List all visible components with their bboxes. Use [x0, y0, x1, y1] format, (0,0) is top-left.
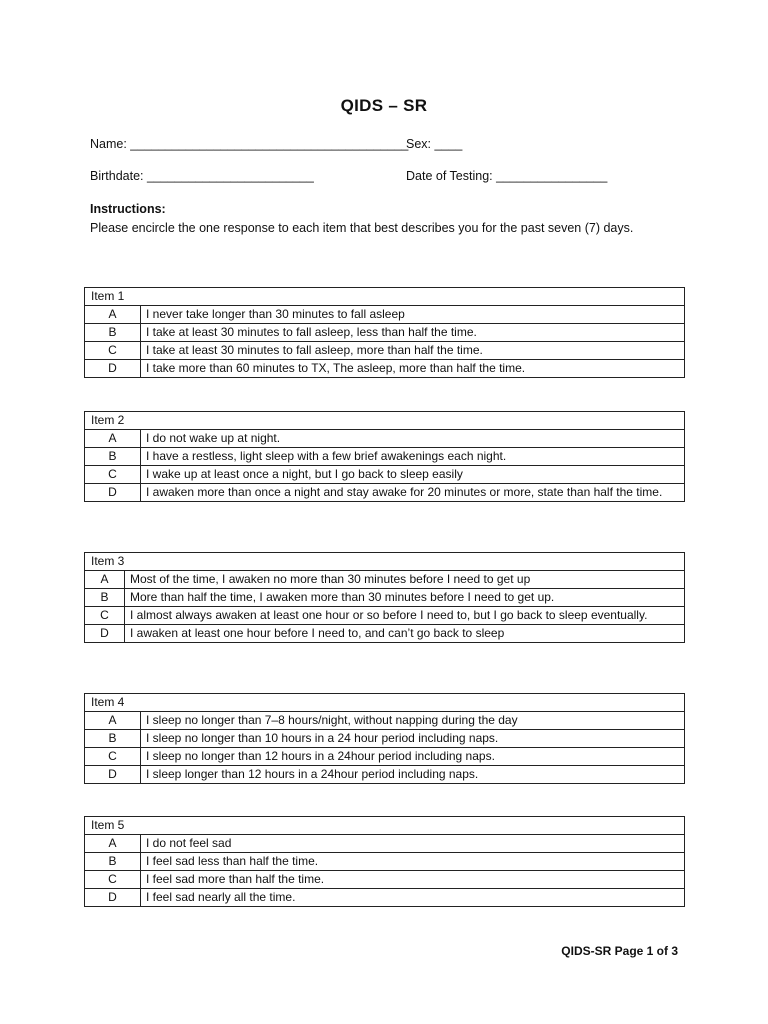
response-text[interactable]: I sleep no longer than 7–8 hours/night, without napping during the day — [141, 712, 685, 730]
response-letter[interactable]: B — [85, 324, 141, 342]
response-text[interactable]: I take more than 60 minutes to TX, The asleep, more than half the time. — [141, 360, 685, 378]
response-letter[interactable]: A — [85, 430, 141, 448]
response-text[interactable]: I take at least 30 minutes to fall asleep, more than half the time. — [141, 342, 685, 360]
response-text[interactable]: I sleep longer than 12 hours in a 24hour period including naps. — [141, 766, 685, 784]
instructions-text: Please encircle the one response to each item that best describes you for the past seven (7) days. — [90, 221, 634, 235]
response-text[interactable]: I do not wake up at night. — [141, 430, 685, 448]
response-row[interactable] — [85, 712, 685, 730]
response-letter[interactable]: A — [85, 835, 141, 853]
page-footer: QIDS-SR Page 1 of 3 — [561, 944, 678, 958]
response-letter[interactable]: D — [85, 766, 141, 784]
item-5-table — [84, 816, 685, 907]
response-text[interactable]: I feel sad nearly all the time. — [141, 889, 685, 907]
response-row[interactable] — [85, 571, 685, 589]
item-header: Item 1 — [85, 288, 685, 306]
response-text[interactable]: I do not feel sad — [141, 835, 685, 853]
response-letter[interactable]: C — [85, 607, 125, 625]
response-text[interactable]: I awaken more than once a night and stay awake for 20 minutes or more, state than half the time. — [141, 484, 685, 502]
response-text[interactable]: I feel sad more than half the time. — [141, 871, 685, 889]
response-letter[interactable]: A — [85, 571, 125, 589]
sex-field: Sex: ____ — [406, 137, 463, 151]
response-text[interactable]: I almost always awaken at least one hour or so before I need to, but I go back to sleep eventually. — [125, 607, 685, 625]
response-letter[interactable]: D — [85, 625, 125, 643]
response-letter[interactable]: A — [85, 306, 141, 324]
response-letter[interactable]: D — [85, 484, 141, 502]
response-row[interactable] — [85, 766, 685, 784]
response-row[interactable] — [85, 889, 685, 907]
response-letter[interactable]: A — [85, 712, 141, 730]
response-text[interactable]: I wake up at least once a night, but I go back to sleep easily — [141, 466, 685, 484]
response-text[interactable]: I awaken at least one hour before I need to, and can’t go back to sleep — [125, 625, 685, 643]
response-row[interactable] — [85, 835, 685, 853]
response-row[interactable] — [85, 871, 685, 889]
response-text[interactable]: I sleep no longer than 12 hours in a 24hour period including naps. — [141, 748, 685, 766]
response-text[interactable]: I have a restless, light sleep with a few brief awakenings each night. — [141, 448, 685, 466]
item-header: Item 4 — [85, 694, 685, 712]
date-of-testing-field: Date of Testing: ________________ — [406, 169, 608, 183]
birthdate-field: Birthdate: ________________________ — [90, 169, 314, 183]
response-row[interactable] — [85, 306, 685, 324]
response-row[interactable] — [85, 430, 685, 448]
response-text[interactable]: I never take longer than 30 minutes to fall asleep — [141, 306, 685, 324]
response-letter[interactable]: D — [85, 889, 141, 907]
item-header: Item 2 — [85, 412, 685, 430]
item-4-table — [84, 693, 685, 784]
item-header: Item 3 — [85, 553, 685, 571]
response-row[interactable] — [85, 342, 685, 360]
response-row[interactable] — [85, 324, 685, 342]
response-text[interactable]: I feel sad less than half the time. — [141, 853, 685, 871]
response-letter[interactable]: C — [85, 871, 141, 889]
name-field: Name: ________________________________________ — [90, 137, 409, 151]
response-row[interactable] — [85, 748, 685, 766]
response-row[interactable] — [85, 730, 685, 748]
response-text[interactable]: Most of the time, I awaken no more than 30 minutes before I need to get up — [125, 571, 685, 589]
response-row[interactable] — [85, 607, 685, 625]
response-row[interactable] — [85, 448, 685, 466]
response-text[interactable]: I take at least 30 minutes to fall asleep, less than half the time. — [141, 324, 685, 342]
response-row[interactable] — [85, 625, 685, 643]
response-letter[interactable]: C — [85, 466, 141, 484]
item-1-table — [84, 287, 685, 378]
response-letter[interactable]: B — [85, 589, 125, 607]
response-row[interactable] — [85, 360, 685, 378]
response-letter[interactable]: C — [85, 748, 141, 766]
response-letter[interactable]: B — [85, 448, 141, 466]
response-letter[interactable]: C — [85, 342, 141, 360]
instructions-label: Instructions: — [90, 202, 166, 216]
item-3-table — [84, 552, 685, 643]
response-letter[interactable]: B — [85, 730, 141, 748]
item-header: Item 5 — [85, 817, 685, 835]
response-text[interactable]: I sleep no longer than 10 hours in a 24 hour period including naps. — [141, 730, 685, 748]
response-letter[interactable]: D — [85, 360, 141, 378]
item-2-table — [84, 411, 685, 502]
response-letter[interactable]: B — [85, 853, 141, 871]
response-row[interactable] — [85, 589, 685, 607]
response-row[interactable] — [85, 484, 685, 502]
page-title: QIDS – SR — [340, 96, 428, 115]
response-row[interactable] — [85, 466, 685, 484]
response-text[interactable]: More than half the time, I awaken more than 30 minutes before I need to get up. — [125, 589, 685, 607]
response-row[interactable] — [85, 853, 685, 871]
